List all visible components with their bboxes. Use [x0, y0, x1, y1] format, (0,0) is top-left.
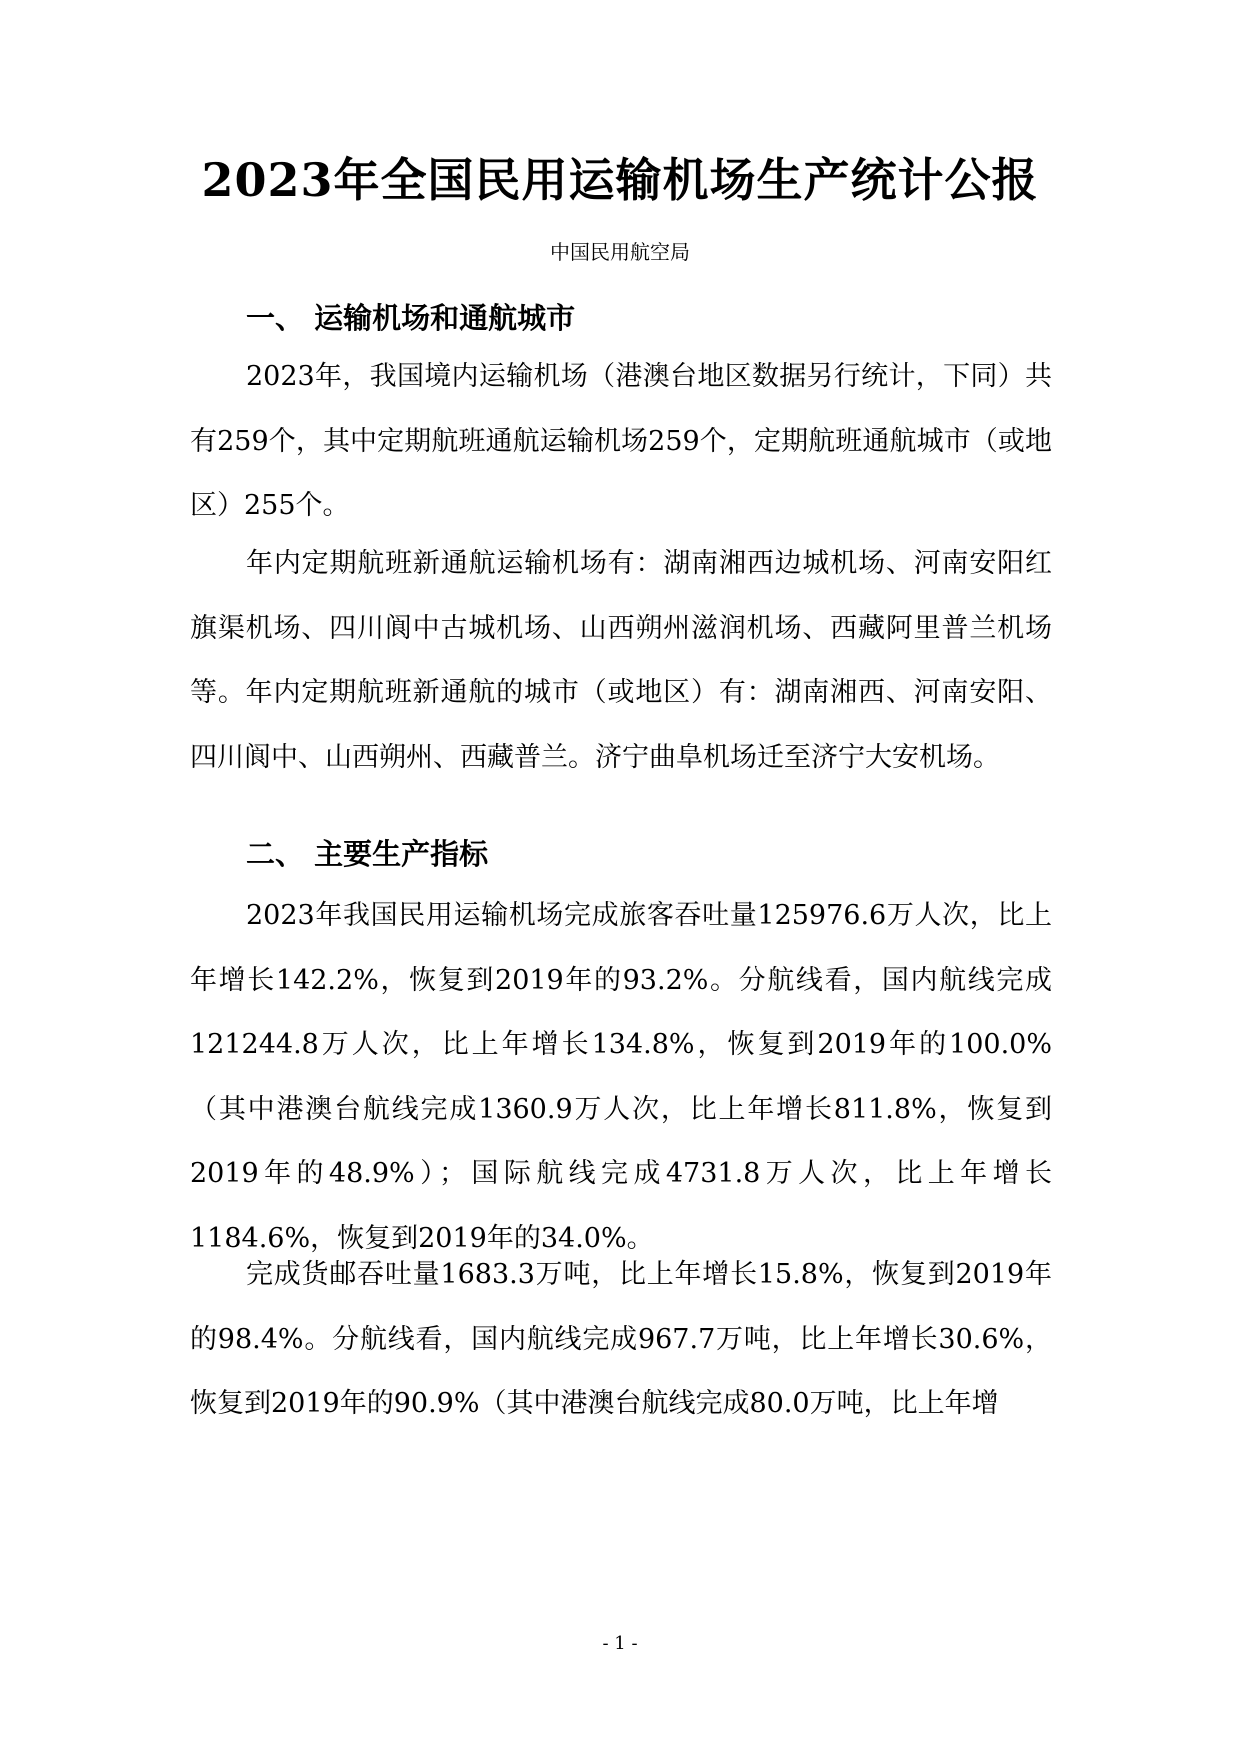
page-number: - 1 - — [602, 1633, 638, 1654]
paragraph-new-airports: 年内定期航班新通航运输机场有：湖南湘西边城机场、河南安阳红旗渠机场、四川阆中古城机场、山西朔州滋润机场、西藏阿里普兰机场等。年内定期航班新通航的城市（或地区）有：湖南湘西、河南安阳、四川阆中、山西朔州、西藏普兰。济宁曲阜机场迁至济宁大安机场。 — [190, 548, 1052, 773]
section-heading-1: 一、 运输机场和通航城市 — [246, 301, 576, 335]
document-title: 2023年全国民用运输机场生产统计公报 — [201, 153, 1039, 207]
document-issuer: 中国民用航空局 — [550, 240, 690, 264]
paragraph-cargo-throughput: 完成货邮吞吐量1683.3万吨，比上年增长15.8%，恢复到2019年的98.4%。分航线看，国内航线完成967.7万吨，比上年增长30.6%，恢复到2019年的90.9%（其中港澳台航线完成80.0万吨，比上年增 — [190, 1259, 1052, 1419]
paragraph-airports: 2023年，我国境内运输机场（港澳台地区数据另行统计，下同）共有259个，其中定期航班通航运输机场259个，定期航班通航城市（或地区）255个。 — [190, 361, 1052, 521]
paragraph-passenger-throughput: 2023年我国民用运输机场完成旅客吞吐量125976.6万人次，比上年增长142.2%，恢复到2019年的93.2%。分航线看，国内航线完成121244.8万人次，比上年增长134.8%，恢复到2019年的100.0%（其中港澳台航线完成1360.9万人次，比上年增长811.8%，恢复到2019年的48.9%）；国际航线完成4731.8万人次，比上年增长1184.6%，恢复到2019年的34.0%。 — [190, 900, 1052, 1254]
section-heading-2: 二、 主要生产指标 — [246, 837, 489, 871]
